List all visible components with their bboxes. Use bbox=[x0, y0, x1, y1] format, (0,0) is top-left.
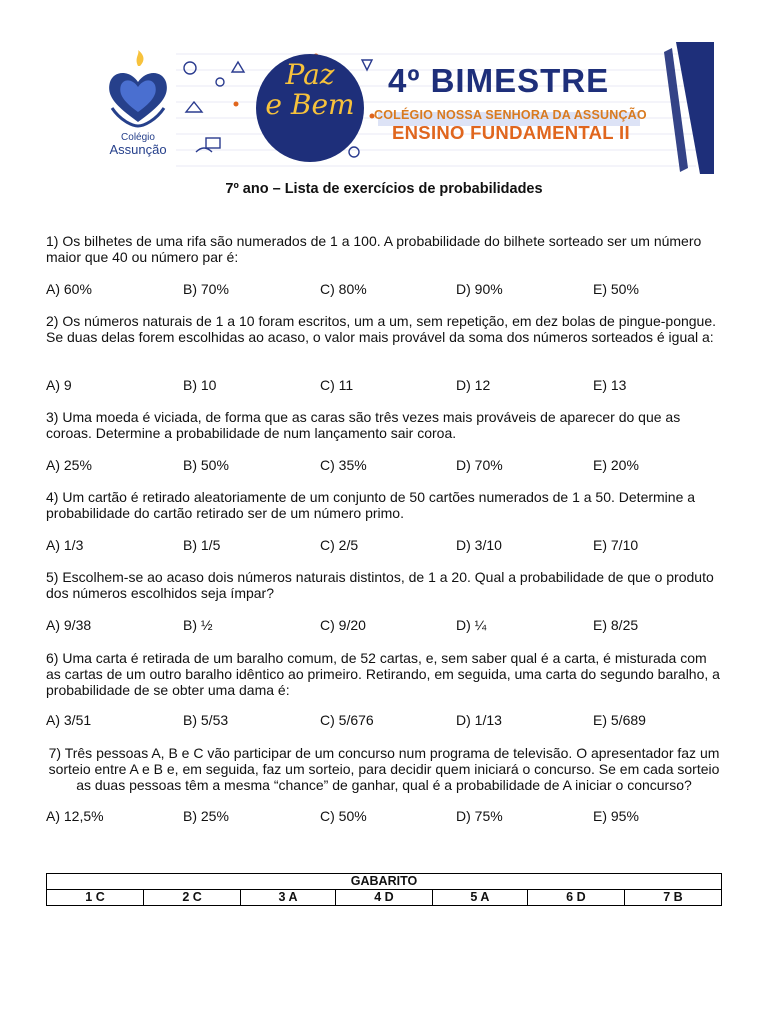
option-b: B) 5/53 bbox=[183, 712, 229, 728]
banner-level: ENSINO FUNDAMENTAL II bbox=[392, 122, 630, 143]
option-a: A) 1/3 bbox=[46, 537, 84, 553]
option-c: C) 50% bbox=[320, 808, 367, 824]
answer-cell: 7 B bbox=[624, 890, 721, 906]
option-e: E) 20% bbox=[593, 457, 639, 473]
heart-flame-icon bbox=[96, 50, 180, 134]
badge-line-2: e Bem bbox=[265, 88, 355, 121]
option-c: C) 5/676 bbox=[320, 712, 374, 728]
banner-school-name: COLÉGIO NOSSA SENHORA DA ASSUNÇÃO bbox=[374, 108, 647, 122]
option-c: C) 11 bbox=[320, 377, 354, 393]
option-a: A) 9 bbox=[46, 377, 72, 393]
question-4: 4) Um cartão é retirado aleatoriamente de um conjunto de 50 cartões numerados de 1 a 50. Determine a probabilidade do cartão retirado ser de um número primo. bbox=[46, 489, 696, 521]
question-2: 2) Os números naturais de 1 a 10 foram escritos, um a um, sem repetição, em dez bolas de pingue-pongue. Se duas delas forem escolhidas ao acaso, o valor mais provável da soma dos números sorteados é igual a: bbox=[46, 313, 717, 345]
question-7: 7) Três pessoas A, B e C vão participar de um concurso num programa de televisão. O apresentador faz um sorteio entre A e B e, em seguida, faz um sorteio, para decidir quem iniciará o concurso. Se em cada sorteio as duas pessoas têm a mesma “chance” de ganhar, qual é a probabilidade de A iniciar o concurso? bbox=[48, 745, 720, 793]
question-7-options bbox=[46, 808, 726, 826]
option-e: E) 8/25 bbox=[593, 617, 639, 633]
question-1-options bbox=[46, 281, 726, 299]
option-a: A) 25% bbox=[46, 457, 92, 473]
answer-cell: 6 D bbox=[527, 890, 624, 906]
option-b: B) ½ bbox=[183, 617, 213, 633]
school-logo bbox=[96, 50, 180, 160]
question-6-options bbox=[46, 712, 726, 730]
option-d: D) 75% bbox=[456, 808, 503, 824]
page-title: 7º ano – Lista de exercícios de probabilidades bbox=[225, 181, 543, 197]
option-d: D) 90% bbox=[456, 281, 503, 297]
paz-e-bem-badge bbox=[256, 60, 364, 120]
option-a: A) 9/38 bbox=[46, 617, 92, 633]
answer-cell: 1 C bbox=[47, 890, 144, 906]
option-e: E) 7/10 bbox=[593, 537, 639, 553]
answer-key-table bbox=[46, 873, 722, 906]
option-a: A) 3/51 bbox=[46, 712, 92, 728]
question-6: 6) Uma carta é retirada de um baralho comum, de 52 cartas, e, sem saber qual é a carta, é misturada com as cartas de um outro baralho idêntico ao primeiro. Retirando, em seguida, uma carta do segundo baralho, a probabilidade de se obter uma dama é: bbox=[46, 650, 720, 698]
option-b: B) 25% bbox=[183, 808, 229, 824]
answer-cell: 5 A bbox=[432, 890, 527, 906]
option-c: C) 35% bbox=[320, 457, 367, 473]
answer-key-row bbox=[47, 890, 722, 906]
option-b: B) 1/5 bbox=[183, 537, 221, 553]
option-e: E) 50% bbox=[593, 281, 639, 297]
option-d: D) 1/13 bbox=[456, 712, 502, 728]
option-e: E) 5/689 bbox=[593, 712, 646, 728]
question-5: 5) Escolhem-se ao acaso dois números naturais distintos, de 1 a 20. Qual a probabilidade de que o produto dos números escolhidos seja ímpar? bbox=[46, 569, 714, 601]
option-b: B) 10 bbox=[183, 377, 217, 393]
answer-cell: 3 A bbox=[241, 890, 336, 906]
badge-line-1: Paz bbox=[285, 58, 335, 91]
option-a: A) 12,5% bbox=[46, 808, 104, 824]
question-3-options bbox=[46, 457, 726, 475]
option-e: E) 95% bbox=[593, 808, 639, 824]
option-c: C) 9/20 bbox=[320, 617, 366, 633]
option-a: A) 60% bbox=[46, 281, 92, 297]
option-d: D) 12 bbox=[456, 377, 491, 393]
option-b: B) 70% bbox=[183, 281, 229, 297]
question-5-options bbox=[46, 617, 726, 635]
answer-cell: 4 D bbox=[335, 890, 432, 906]
logo-text-assuncao: Assunção bbox=[109, 142, 167, 157]
option-c: C) 80% bbox=[320, 281, 367, 297]
question-1: 1) Os bilhetes de uma rifa são numerados de 1 a 100. A probabilidade do bilhete sorteado ser um número maior que 40 ou número par é: bbox=[46, 233, 702, 265]
option-e: E) 13 bbox=[593, 377, 627, 393]
header-banner bbox=[176, 42, 714, 174]
question-2-options bbox=[46, 377, 726, 395]
option-c: C) 2/5 bbox=[320, 537, 359, 553]
question-4-options bbox=[46, 537, 726, 555]
answer-key-header: GABARITO bbox=[47, 874, 722, 890]
logo-text-colegio: Colégio bbox=[121, 132, 155, 143]
answer-key-header-row bbox=[47, 874, 722, 890]
option-b: B) 50% bbox=[183, 457, 229, 473]
answer-cell: 2 C bbox=[144, 890, 241, 906]
option-d: D) 3/10 bbox=[456, 537, 502, 553]
option-d: D) ¼ bbox=[456, 617, 487, 633]
option-d: D) 70% bbox=[456, 457, 503, 473]
banner-title: 4º BIMESTRE bbox=[388, 62, 610, 99]
question-3: 3) Uma moeda é viciada, de forma que as caras são três vezes mais prováveis de aparecer do que as coroas. Determine a probabilidade de num lançamento sair coroa. bbox=[46, 409, 681, 441]
